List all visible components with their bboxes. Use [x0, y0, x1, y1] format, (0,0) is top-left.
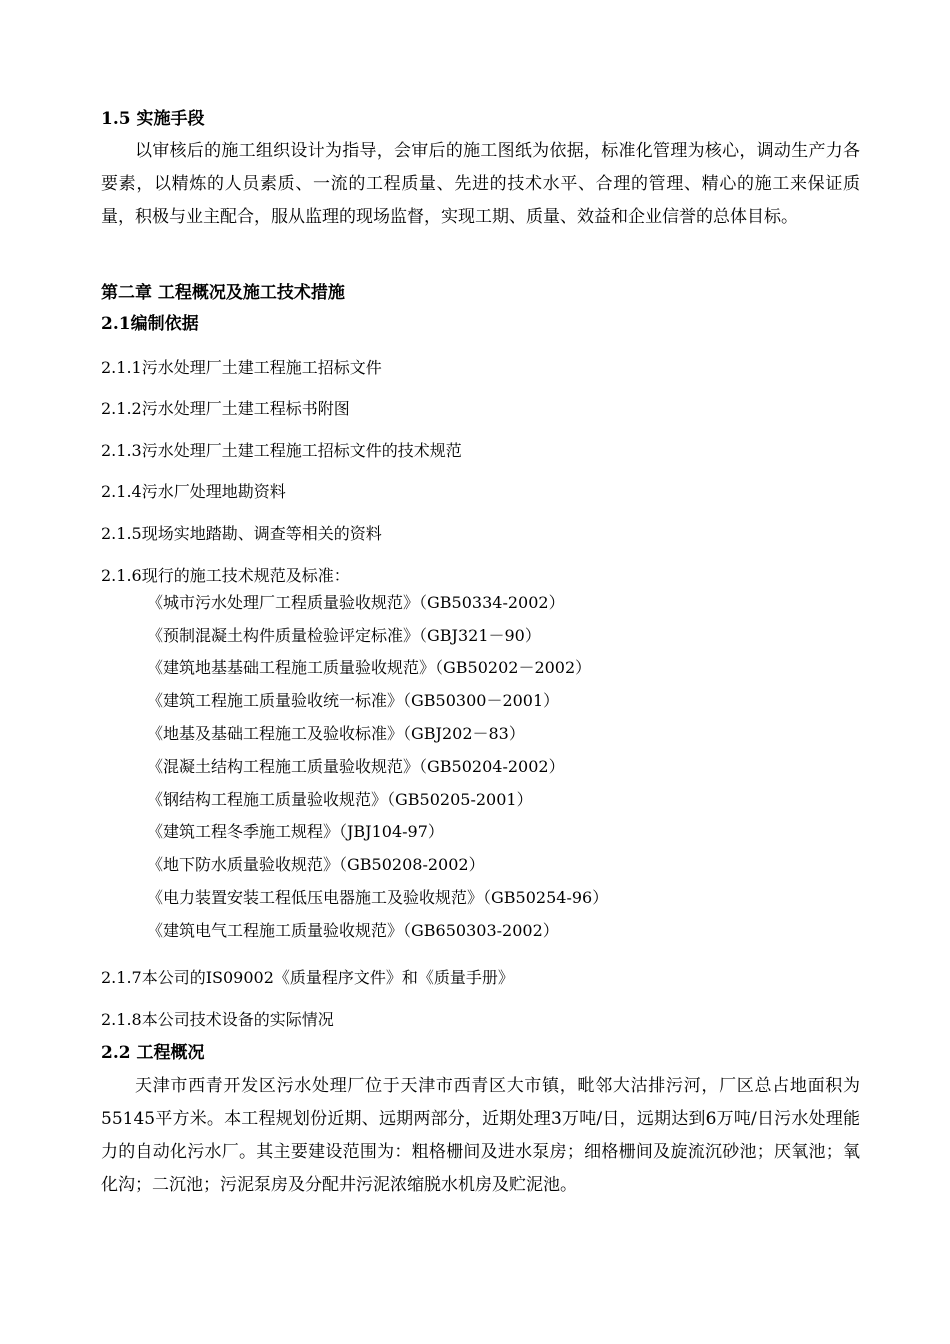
standard-item: 《建筑工程冬季施工规程》（JBJ104-97） [147, 822, 444, 841]
standard-item: 《建筑电气工程施工质量验收规范》（GB650303-2002） [147, 921, 559, 940]
section-2-2-paragraph: 天津市西青开发区污水处理厂位于天津市西青区大市镇，毗邻大沽排污河，厂区总占地面积为55145平方米。本工程规划份近期、远期两部分，近期处理3万吨/日，远期达到6万吨/日污水处理能力的自动化污水厂。其主要建设范围为：粗格栅间及进水泵房；细格栅间及旋流沉砂池；厌氧池；氧化沟；二沉池；污泥泵房及分配井污泥浓缩脱水机房及贮泥池。 [101, 1076, 860, 1195]
chapter-heading: 第二章 工程概况及施工技术措施 [101, 283, 345, 303]
basis-item: 2.1.3污水处理厂土建工程施工招标文件的技术规范 [101, 441, 462, 460]
standard-item: 《电力装置安装工程低压电器施工及验收规范》（GB50254-96） [147, 888, 609, 907]
basis-item: 2.1.8本公司技术设备的实际情况 [101, 1010, 334, 1029]
basis-item: 2.1.6现行的施工技术规范及标准： [101, 566, 350, 585]
section-heading-2-2: 2.2 工程概况 [101, 1043, 205, 1063]
standard-item: 《建筑地基基础工程施工质量验收规范》（GB50202－2002） [147, 658, 592, 677]
standard-item: 《钢结构工程施工质量验收规范》（GB50205-2001） [147, 790, 533, 809]
standard-item: 《地基及基础工程施工及验收标准》（GBJ202－83） [147, 724, 525, 743]
standard-item: 《建筑工程施工质量验收统一标准》（GB50300－2001） [147, 691, 560, 710]
basis-item: 2.1.2污水处理厂土建工程标书附图 [101, 399, 350, 418]
section-1-5-paragraph: 以审核后的施工组织设计为指导，会审后的施工图纸为依据，标准化管理为核心，调动生产力各要素，以精炼的人员素质、一流的工程质量、先进的技术水平、合理的管理、精心的施工来保证质量，积极与业主配合，服从监理的现场监督，实现工期、质量、效益和企业信誉的总体目标。 [101, 141, 860, 227]
standard-item: 《城市污水处理厂工程质量验收规范》（GB50334-2002） [147, 593, 565, 612]
standard-item: 《地下防水质量验收规范》（GB50208-2002） [147, 855, 485, 874]
basis-item: 2.1.7本公司的IS09002《质量程序文件》和《质量手册》 [101, 968, 514, 987]
basis-item: 2.1.5现场实地踏勘、调查等相关的资料 [101, 524, 382, 543]
basis-item: 2.1.1污水处理厂土建工程施工招标文件 [101, 358, 382, 377]
section-heading-1-5: 1.5 实施手段 [101, 109, 205, 129]
basis-item: 2.1.4污水厂处理地勘资料 [101, 482, 286, 501]
section-heading-2-1: 2.1编制依据 [101, 314, 199, 334]
standard-item: 《预制混凝土构件质量检验评定标准》（GBJ321－90） [147, 626, 541, 645]
standard-item: 《混凝土结构工程施工质量验收规范》（GB50204-2002） [147, 757, 565, 776]
